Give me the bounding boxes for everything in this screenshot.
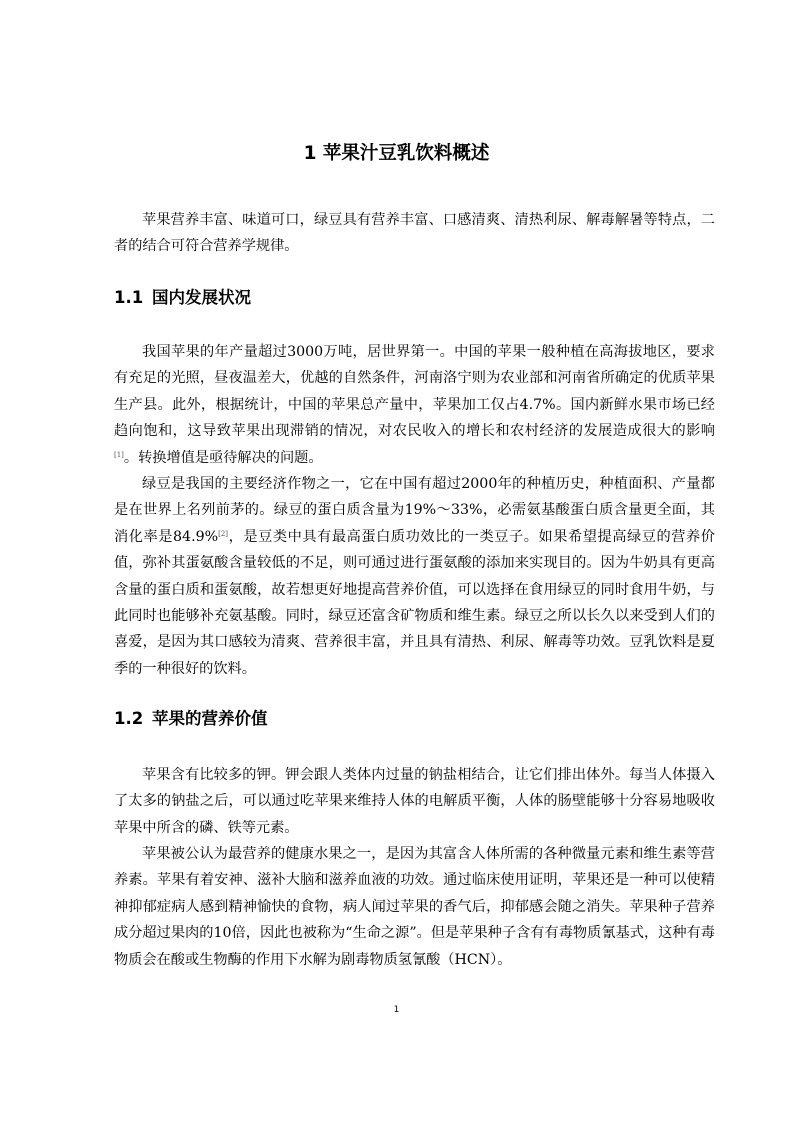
section-number: 1.2 [114,709,144,728]
chapter-title: 1 苹果汁豆乳饮料概述 [303,143,490,164]
citation-ref[interactable]: [1] [114,450,124,459]
section-1-1-paragraph-1 [114,339,715,471]
paragraph-text: ，是豆类中具有最高蛋白质功效比的一类豆子。如果希望提高绿豆的营养价值，弥补其蛋氨酸含量较低的不足，则可通过进行蛋氨酸的添加来实现目的。因为牛奶具有更高含量的蛋白质和蛋氨酸，故若想更好地提高营养价值，可以选择在食用绿豆的同时食用牛奶，与此同时也能够补充氨基酸。同时，绿豆还富含矿物质和维生素。绿豆之所以长久以来受到人们的喜爱，是因为其口感较为清爽、营养很丰富，并且具有清热、利尿、解毒等功效。豆乳饮料是夏季的一种很好的饮料。 [114,528,715,677]
section-heading-1-2 [114,708,268,730]
page-number: 1 [393,1005,400,1015]
section-1-1-paragraph-2 [114,471,715,682]
section-number: 1.1 [114,288,144,307]
section-heading-1-1 [114,287,251,309]
paragraph-text: 。转换增值是亟待解决的问题。 [123,449,323,466]
paragraph-text: 绿豆是我国的主要经济作物之一，它在中国有超过2000年的种植历史，种植面积、产量都是在世界上名列前茅的。绿豆的蛋白质含量为19%～33%，必需氨基酸蛋白质含量更全面，其消化率是84.9% [114,476,715,545]
paragraph-text: 我国苹果的年产量超过3000万吨，居世界第一。中国的苹果一般种植在高海拔地区，要求有充足的光照，昼夜温差大，优越的自然条件，河南洛宁则为农业部和河南省所确定的优质苹果生产县。此外，根据统计，中国的苹果总产量中，苹果加工仅占4.7%。国内新鲜水果市场已经趋向饱和，这导致苹果出现滞销的情况，对农民收入的增长和农村经济的发展造成很大的影响 [114,344,715,440]
citation-ref[interactable]: [2] [218,529,229,538]
section-1-2-paragraph-2: 苹果被公认为最营养的健康水果之一，是因为其富含人体所需的各种微量元素和维生素等营养素。苹果有着安神、滋补大脑和滋养血液的功效。通过临床使用证明，苹果还是一种可以使精神抑郁症病人感到精神愉快的食物，病人闻过苹果的香气后，抑郁感会随之消失。苹果种子营养成分超过果肉的10倍，因此也被称为“生命之源”。但是苹果种子含有有毒物质氰基式，这种有毒物质会在酸或生物酶的作用下水解为剧毒物质氢氰酸（HCN）。 [114,846,715,968]
section-1-2-paragraph-1: 苹果含有比较多的钾。钾会跟人类体内过量的钠盐相结合，让它们排出体外。每当人体摄入了太多的钠盐之后，可以通过吃苹果来维持人体的电解质平衡，人体的肠壁能够十分容易地吸收苹果中所含的磷、铁等元素。 [114,767,715,836]
section-title: 国内发展状况 [152,288,251,307]
intro-paragraph: 苹果营养丰富、味道可口，绿豆具有营养丰富、口感清爽、清热利尿、解毒解暑等特点，二者的结合可符合营养学规律。 [114,212,715,255]
section-title: 苹果的营养价值 [152,709,268,728]
